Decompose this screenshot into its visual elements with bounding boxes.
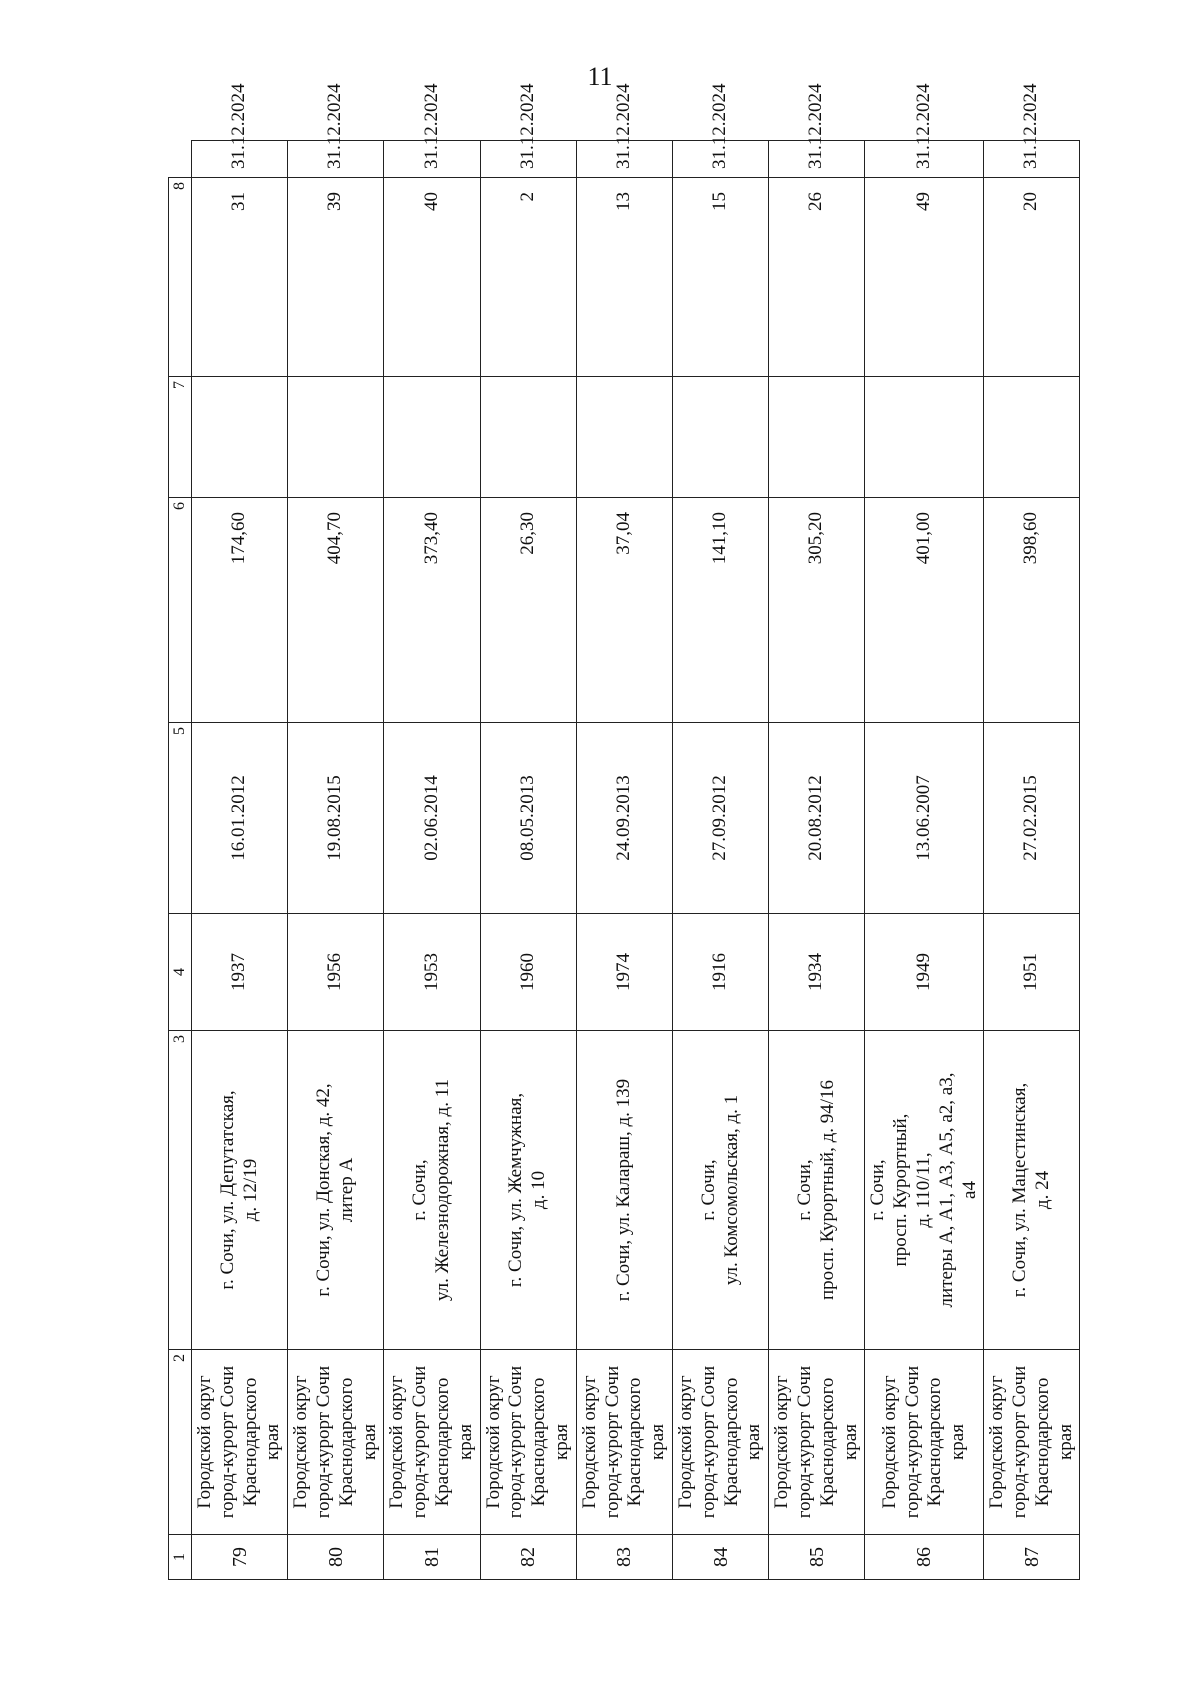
deadline-cell: 31.12.2024: [984, 141, 1080, 178]
column-header-8: 8: [169, 178, 192, 377]
date-cell: 24.09.2013: [576, 723, 672, 914]
municipality-cell-line: Городской округ: [878, 1375, 900, 1509]
address-cell-line: ул. Комсомольская, д. 1: [720, 1094, 742, 1286]
row-number-cell: 85: [769, 1535, 865, 1580]
municipality-cell: [384, 1350, 480, 1535]
address-cell-line: г. Сочи,: [697, 1159, 719, 1221]
column-7-cell: [984, 377, 1080, 498]
municipality-cell-line: Городской округ: [771, 1375, 793, 1509]
year-cell: 1937: [192, 914, 288, 1031]
area-cell: 174,60: [192, 498, 288, 723]
municipality-cell-line: Краснодарского края: [1031, 1377, 1076, 1507]
address-cell-line: д. 24: [1031, 1170, 1053, 1210]
row-number-cell: 84: [672, 1535, 768, 1580]
table-row: [480, 141, 576, 1580]
address-cell: [769, 1031, 865, 1350]
year-cell: 1934: [769, 914, 865, 1031]
value-cell: 39: [288, 178, 384, 377]
area-cell: 305,20: [769, 498, 865, 723]
municipality-cell: [288, 1350, 384, 1535]
table-row: [672, 141, 768, 1580]
address-cell-line: литеры А, А1, А3, А5, а2, а3,: [935, 1072, 957, 1308]
address-cell-line: д. 110/11,: [912, 1152, 934, 1228]
column-7-cell: [576, 377, 672, 498]
value-cell: 26: [769, 178, 865, 377]
deadline-cell: 31.12.2024: [384, 141, 480, 178]
address-cell-line: г. Сочи, ул. Жемчужная,: [505, 1092, 527, 1288]
address-cell: [480, 1031, 576, 1350]
deadline-cell: 31.12.2024: [480, 141, 576, 178]
column-7-cell: [769, 377, 865, 498]
municipality-cell: [865, 1350, 984, 1535]
municipality-cell: [672, 1350, 768, 1535]
area-cell: 398,60: [984, 498, 1080, 723]
value-cell: 49: [865, 178, 984, 377]
municipality-cell-line: Городской округ: [578, 1375, 600, 1509]
date-cell: 02.06.2014: [384, 723, 480, 914]
area-cell: 37,04: [576, 498, 672, 723]
table-row: [769, 141, 865, 1580]
address-cell-line: д. 10: [528, 1170, 550, 1210]
municipality-cell-line: город-курорт Сочи: [409, 1365, 431, 1519]
deadline-cell: 31.12.2024: [865, 141, 984, 178]
date-cell: 19.08.2015: [288, 723, 384, 914]
municipality-cell-line: Краснодарского края: [624, 1377, 669, 1507]
municipality-cell: [192, 1350, 288, 1535]
column-7-cell: [384, 377, 480, 498]
address-cell-line: г. Сочи, ул. Калараш, д. 139: [612, 1078, 634, 1302]
municipality-cell: [984, 1350, 1080, 1535]
column-header-1: 1: [169, 1535, 192, 1580]
municipality-cell-line: город-курорт Сочи: [793, 1365, 815, 1519]
municipality-cell-line: Краснодарского края: [924, 1377, 969, 1507]
deadline-cell: 31.12.2024: [672, 141, 768, 178]
year-cell: 1956: [288, 914, 384, 1031]
municipality-cell-line: Городской округ: [674, 1375, 696, 1509]
municipality-cell-line: город-курорт Сочи: [601, 1365, 623, 1519]
municipality-cell-line: Краснодарского края: [335, 1377, 380, 1507]
year-cell: 1953: [384, 914, 480, 1031]
address-cell: [576, 1031, 672, 1350]
area-cell: 404,70: [288, 498, 384, 723]
address-cell-line: д. 12/19: [239, 1158, 261, 1222]
column-header-5: 5: [169, 723, 192, 914]
address-cell-line: литер А: [335, 1157, 357, 1223]
rotated-table-wrapper: [168, 83, 1076, 1580]
address-cell: [865, 1031, 984, 1350]
value-cell: 20: [984, 178, 1080, 377]
column-header-6: 6: [169, 498, 192, 723]
year-cell: 1960: [480, 914, 576, 1031]
column-header-3: 3: [169, 1031, 192, 1350]
municipality-cell: [769, 1350, 865, 1535]
column-header-4: 4: [169, 914, 192, 1031]
deadline-cell: 31.12.2024: [576, 141, 672, 178]
table-body: [192, 83, 1080, 1580]
table-row: [865, 141, 984, 1580]
table-row: [192, 141, 288, 1580]
date-cell: 16.01.2012: [192, 723, 288, 914]
municipality-cell-line: город-курорт Сочи: [216, 1365, 238, 1519]
column-7-cell: [865, 377, 984, 498]
column-number-row: [169, 141, 192, 1580]
date-cell: 27.02.2015: [984, 723, 1080, 914]
value-cell: 15: [672, 178, 768, 377]
deadline-cell: 31.12.2024: [288, 141, 384, 178]
date-cell: 08.05.2013: [480, 723, 576, 914]
column-header-7: 7: [169, 377, 192, 498]
municipality-cell-line: город-курорт Сочи: [312, 1365, 334, 1519]
row-number-cell: 86: [865, 1535, 984, 1580]
column-header-2: 2: [169, 1350, 192, 1535]
area-cell: 141,10: [672, 498, 768, 723]
date-cell: 27.09.2012: [672, 723, 768, 914]
address-cell: [384, 1031, 480, 1350]
municipality-cell-line: Краснодарского края: [816, 1377, 861, 1507]
address-cell-line: г. Сочи,: [409, 1159, 431, 1221]
row-number-cell: 83: [576, 1535, 672, 1580]
municipality-cell-line: Городской округ: [986, 1375, 1008, 1509]
column-7-cell: [192, 377, 288, 498]
address-cell-line: просп. Курортный,: [890, 1113, 912, 1267]
municipality-cell: [480, 1350, 576, 1535]
value-cell: 13: [576, 178, 672, 377]
municipality-cell: [576, 1350, 672, 1535]
value-cell: 31: [192, 178, 288, 377]
year-cell: 1949: [865, 914, 984, 1031]
row-number-cell: 79: [192, 1535, 288, 1580]
column-7-cell: [288, 377, 384, 498]
municipality-cell-line: Городской округ: [290, 1375, 312, 1509]
address-cell-line: просп. Курортный, д. 94/16: [816, 1079, 838, 1301]
municipality-cell-line: Городской округ: [386, 1375, 408, 1509]
year-cell: 1974: [576, 914, 672, 1031]
date-cell: 20.08.2012: [769, 723, 865, 914]
area-cell: 26,30: [480, 498, 576, 723]
municipality-cell-line: город-курорт Сочи: [901, 1365, 923, 1519]
value-cell: 40: [384, 178, 480, 377]
address-cell: [192, 1031, 288, 1350]
address-cell: [288, 1031, 384, 1350]
table-row: [288, 141, 384, 1580]
address-cell-line: г. Сочи, ул. Мацестинская,: [1009, 1082, 1031, 1298]
municipality-cell-line: город-курорт Сочи: [1009, 1365, 1031, 1519]
row-number-cell: 81: [384, 1535, 480, 1580]
table-row: [384, 141, 480, 1580]
year-cell: 1951: [984, 914, 1080, 1031]
address-cell-line: ул. Железнодорожная, д. 11: [431, 1078, 453, 1302]
row-number-cell: 82: [480, 1535, 576, 1580]
year-cell: 1916: [672, 914, 768, 1031]
address-cell-line: г. Сочи,: [793, 1159, 815, 1221]
table-row: [576, 141, 672, 1580]
municipality-cell-line: Краснодарского края: [431, 1377, 476, 1507]
area-cell: 373,40: [384, 498, 480, 723]
address-cell-line: а4: [958, 1181, 980, 1199]
row-number-cell: 87: [984, 1535, 1080, 1580]
address-cell-line: г. Сочи,: [867, 1159, 889, 1221]
address-cell: [984, 1031, 1080, 1350]
column-7-cell: [480, 377, 576, 498]
row-number-cell: 80: [288, 1535, 384, 1580]
municipality-cell-line: город-курорт Сочи: [505, 1365, 527, 1519]
deadline-cell: 31.12.2024: [192, 141, 288, 178]
objects-table: [168, 83, 1080, 1580]
page-number: 11: [587, 62, 613, 91]
address-cell-line: г. Сочи, ул. Депутатская,: [216, 1090, 238, 1290]
municipality-cell-line: Краснодарского края: [528, 1377, 572, 1507]
table-row: [984, 141, 1080, 1580]
area-cell: 401,00: [865, 498, 984, 723]
deadline-cell: 31.12.2024: [769, 141, 865, 178]
date-cell: 13.06.2007: [865, 723, 984, 914]
column-7-cell: [672, 377, 768, 498]
address-cell-line: г. Сочи, ул. Донская, д. 42,: [312, 1083, 334, 1297]
municipality-cell-line: Краснодарского края: [239, 1377, 284, 1507]
value-cell: 2: [480, 178, 576, 377]
municipality-cell-line: Городской округ: [194, 1375, 215, 1509]
address-cell: [672, 1031, 768, 1350]
municipality-cell-line: Краснодарского края: [720, 1377, 765, 1507]
municipality-cell-line: город-курорт Сочи: [697, 1365, 719, 1519]
municipality-cell-line: Городской округ: [482, 1375, 504, 1509]
